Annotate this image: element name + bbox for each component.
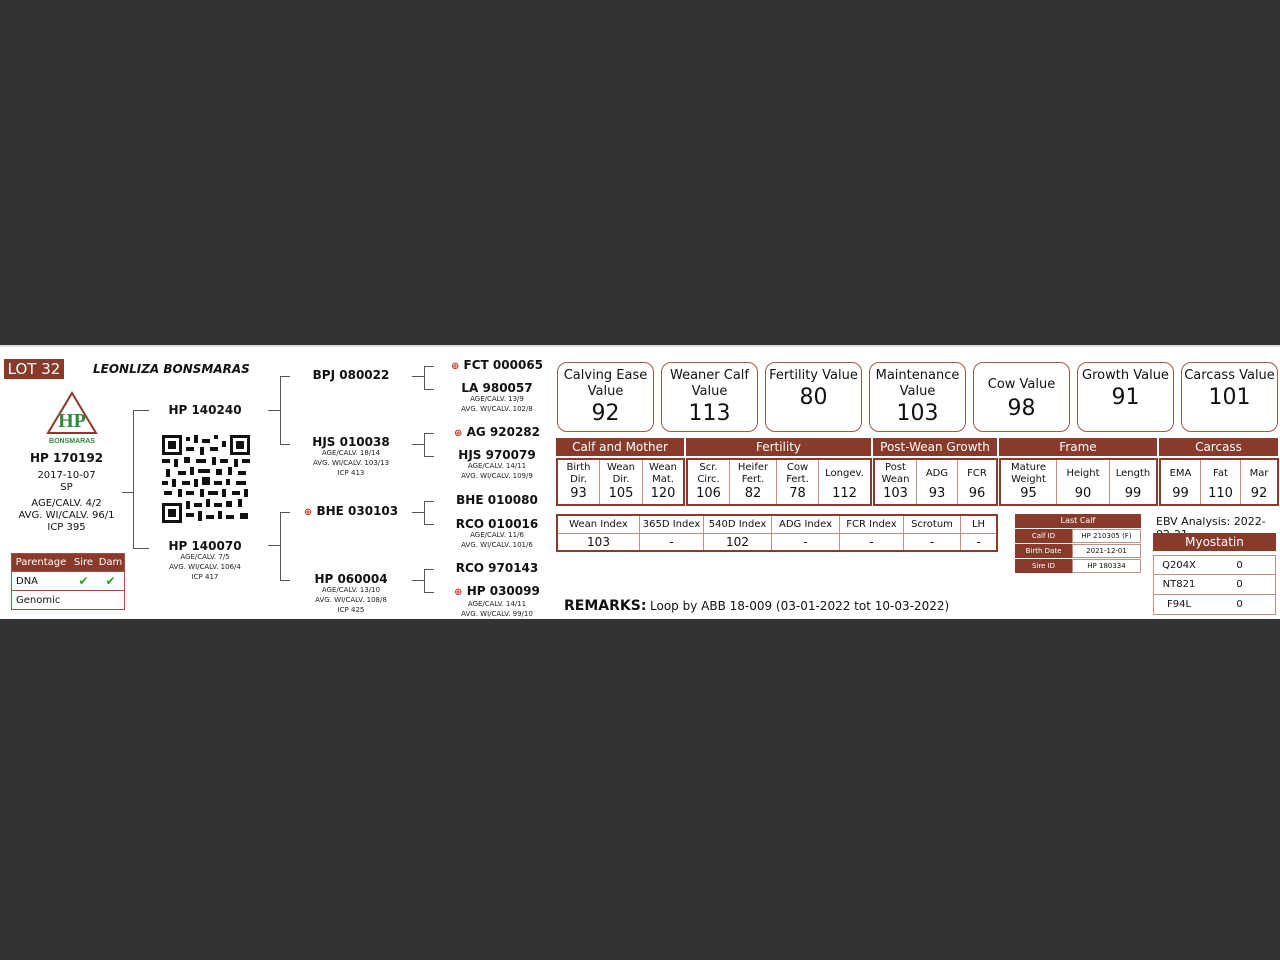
ggp-8: ⊕ HP 030099 AGE/CALV. 14/11 AVG. WI/CALV. 99/10 <box>454 584 540 618</box>
dam-id: HP 140070 <box>168 539 242 553</box>
value-box-cow: Cow Value 98 <box>973 362 1070 432</box>
animal-avg-wi: AVG. WI/CALV. 96/1 <box>18 510 115 521</box>
ebv-analysis-date: EBV Analysis: 2022- <box>1156 515 1266 528</box>
ebv-cell: Cow Fert. 78 <box>777 460 819 504</box>
value-box-carcass: Carcass Value 101 <box>1181 362 1278 432</box>
lot-badge: LOT 32 <box>4 359 64 379</box>
genomic-marker-icon: ⊕ <box>303 507 313 518</box>
group-header-carcass: Carcass <box>1159 438 1278 456</box>
ebv-cell: Fat 110 <box>1201 460 1241 504</box>
genomic-marker-icon: ⊕ <box>454 428 463 439</box>
ggp-6: RCO 010016 AGE/CALV. 11/6 AVG. WI/CALV. 101/6 <box>455 517 539 549</box>
value-box-weaner-calf: Weaner Calf Value 113 <box>661 362 758 432</box>
index-cell: LH - <box>961 516 996 550</box>
group-header-frame: Frame <box>999 438 1157 456</box>
ggp-7: RCO 970143 <box>455 561 539 575</box>
ebv-table-frame <box>999 458 1158 506</box>
ebv-cell: EMA 99 <box>1161 460 1201 504</box>
ebv-cell: FCR 96 <box>967 468 987 501</box>
ggp-5: BHE 010080 <box>456 493 538 507</box>
ebv-cell: Mature Weight 95 <box>1001 460 1057 504</box>
myostatin-header: Myostatin <box>1153 533 1276 551</box>
ebv-table-calf-mother <box>556 458 685 506</box>
ebv-table-fertility <box>686 458 872 506</box>
genomic-marker-icon: ⊕ <box>450 361 460 372</box>
group-header-calf-mother: Calf and Mother <box>556 438 684 456</box>
parentage-row-label: DNA <box>16 576 39 587</box>
animal-info <box>14 452 119 534</box>
qr-code-icon[interactable] <box>162 435 250 523</box>
index-cell: Scrotum - <box>904 516 961 550</box>
parentage-row-label: Genomic <box>16 595 61 606</box>
index-cell: ADG Index - <box>772 516 840 550</box>
ebv-cell: Post Wean 103 <box>875 460 917 504</box>
check-icon: ✔ <box>78 574 89 588</box>
breeder-name: LEONLIZA BONSMARAS <box>93 362 250 376</box>
index-table <box>556 514 998 552</box>
sire-info <box>150 404 260 416</box>
index-cell: Wean Index 103 <box>558 516 640 550</box>
remarks-label: REMARKS: <box>564 598 647 614</box>
granddam-2: HP 060004 AGE/CALV. 13/10 AVG. WI/CALV. 108/8 ICP 425 <box>314 572 388 614</box>
index-cell: 540D Index 102 <box>704 516 772 550</box>
ebv-cell: Scr. Circ. 106 <box>688 460 730 504</box>
ebv-table-carcass <box>1159 458 1279 506</box>
hp-logo-icon <box>44 391 100 445</box>
check-icon: ✔ <box>105 574 116 588</box>
index-cell: 365D Index - <box>640 516 704 550</box>
dam-info: HP 140070 AGE/CALV. 7/5 AVG. WI/CALV. 106/4 ICP 417 <box>150 540 260 582</box>
value-box-maintenance: Maintenance Value 103 <box>869 362 966 432</box>
ebv-table-post-wean <box>873 458 998 506</box>
ebv-cell: Wean Mat. 120 <box>649 462 677 501</box>
last-calf-table: Last Calf Calf ID HP 210305 (F) Birth Date 2021-12-01 Sire ID HP 180334 <box>1015 514 1141 573</box>
genomic-marker-icon: ⊕ <box>454 587 463 598</box>
animal-icp: ICP 395 <box>47 522 86 533</box>
animal-birth: 2017-10-07 <box>37 470 96 481</box>
value-box-fertility: Fertility Value 80 <box>765 362 862 432</box>
grandsire-2: ⊕ BHE 030103 <box>303 504 399 518</box>
ebv-cell: Birth Dir. 93 <box>558 460 600 504</box>
ggp-2: LA 980057 AGE/CALV. 13/9 AVG. WI/CALV. 102/8 <box>461 381 533 413</box>
parentage-header: Parentage <box>15 557 67 568</box>
parentage-dam-header: Dam <box>98 557 123 568</box>
ebv-cell: ADG 93 <box>917 460 958 504</box>
svg-text:BONSMARAS: BONSMARAS <box>49 438 95 445</box>
granddam-1: HJS 010038 AGE/CALV. 18/14 AVG. WI/CALV. 103/13 ICP 413 <box>312 435 390 477</box>
value-box-growth: Growth Value 91 <box>1077 362 1174 432</box>
pedigree-card <box>0 345 1280 619</box>
ggp-1: ⊕ FCT 000065 <box>450 358 544 372</box>
group-header-post-wean: Post-Wean Growth <box>873 438 997 456</box>
ggp-4: HJS 970079 AGE/CALV. 14/11 AVG. WI/CALV. 109/9 <box>458 448 536 480</box>
last-calf-header: Last Calf <box>1015 514 1141 528</box>
ggp-3: ⊕ AG 920282 <box>454 425 540 439</box>
grandsire-1: BPJ 080022 <box>312 368 390 382</box>
ebv-cell: Height 90 <box>1057 460 1110 504</box>
animal-type: SP <box>60 482 73 493</box>
ebv-cell: Mar 92 <box>1249 468 1269 501</box>
parentage-table <box>11 553 125 610</box>
index-cell: FCR Index - <box>840 516 904 550</box>
animal-age-calv: AGE/CALV. 4/2 <box>31 498 102 509</box>
parentage-sire-header: Sire <box>73 557 94 568</box>
svg-text:HP: HP <box>58 410 86 432</box>
ebv-cell: Wean Dir. 105 <box>600 460 643 504</box>
sire-id: HP 140240 <box>168 403 242 417</box>
ebv-cell: Heifer Fert. 82 <box>730 460 777 504</box>
myostatin-table: Myostatin Q204X 0 NT821 0 F94L 0 <box>1153 533 1276 615</box>
group-header-fertility: Fertility <box>686 438 871 456</box>
remarks-text: Loop by ABB 18-009 (03-01-2022 tot 10-03-2022) <box>650 599 950 613</box>
ebv-cell: Longev. 112 <box>825 468 864 501</box>
ebv-cell: Length 99 <box>1115 468 1151 501</box>
animal-id: HP 170192 <box>29 451 104 465</box>
value-box-calving-ease: Calving Ease Value 92 <box>557 362 654 432</box>
